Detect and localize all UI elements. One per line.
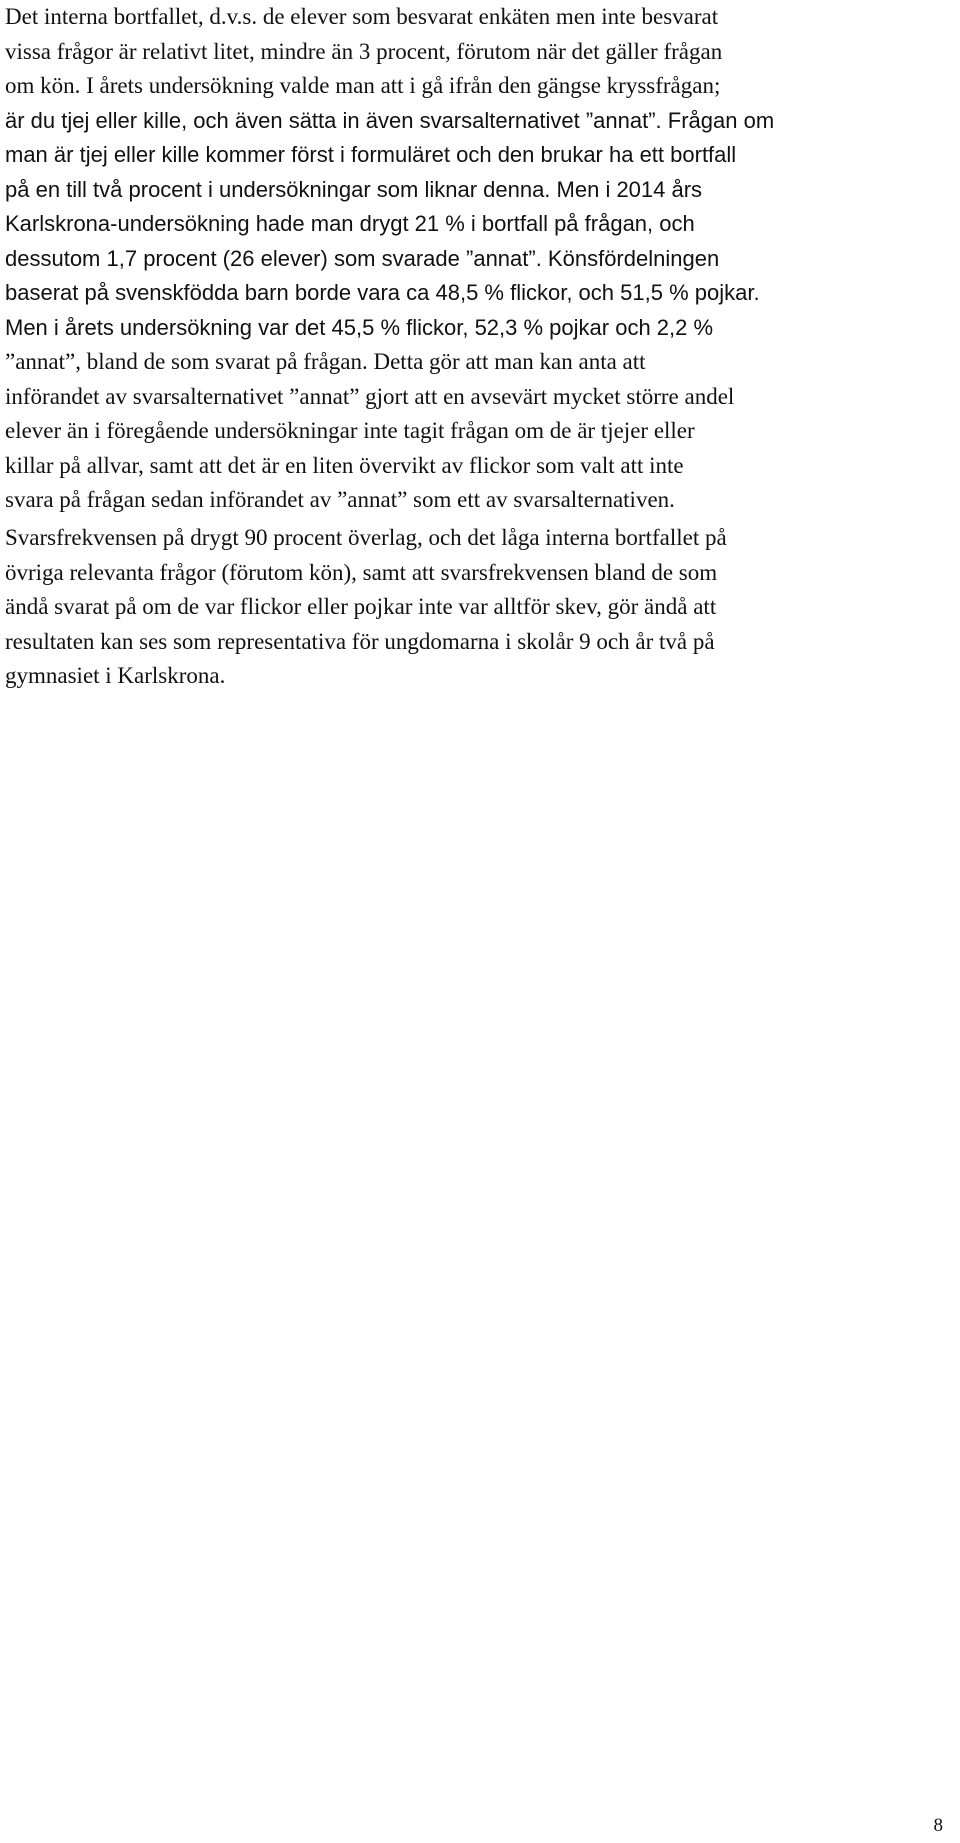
text-line: Karlskrona-undersökning hade man drygt 21 % i bortfall på frågan, och — [5, 211, 695, 236]
text-line: ändå svarat på om de var flickor eller pojkar inte var alltför skev, gör ändå att — [5, 594, 717, 619]
text-line: om kön. I årets undersökning valde man att i gå ifrån den gängse kryssfrågan; — [5, 73, 721, 98]
text-line: är du tjej eller kille, och även sätta in även svarsalternativet ”annat”. Frågan om — [5, 107, 775, 133]
text-line: Svarsfrekvensen på drygt 90 procent överlag, och det låga interna bortfallet på — [5, 525, 727, 550]
text-line: vissa frågor är relativt litet, mindre än 3 procent, förutom när det gäller frågan — [5, 38, 723, 64]
text-line: ”annat”, bland de som svarat på frågan. Detta gör att man kan anta att — [5, 349, 646, 374]
text-line: man är tjej eller kille kommer först i formuläret och den brukar ha ett bortfall — [5, 142, 737, 167]
text-line: Det interna bortfallet, d.v.s. de elever som besvarat enkäten men inte besvarat — [5, 4, 719, 29]
text-line: resultaten kan ses som representativa för ungdomarna i skolår 9 och år två på — [5, 628, 715, 654]
text-line: elever än i föregående undersökningar inte tagit frågan om de är tjejer eller — [5, 418, 695, 443]
text-line: dessutom 1,7 procent (26 elever) som svarade ”annat”. Könsfördelningen — [5, 245, 720, 271]
text-line: införandet av svarsalternativet ”annat” gjort att en avsevärt mycket större andel — [5, 383, 735, 409]
text-line: svara på frågan sedan införandet av ”annat” som ett av svarsalternativen. — [5, 487, 675, 512]
text-line: baserat på svenskfödda barn borde vara ca 48,5 % flickor, och 51,5 % pojkar. — [5, 280, 760, 305]
text-line: på en till två procent i undersökningar som liknar denna. Men i 2014 års — [5, 176, 703, 202]
paragraph-response-rate — [5, 521, 955, 694]
text-line: killar på allvar, samt att det är en liten övervikt av flickor som valt att inte — [5, 452, 684, 478]
text-line: gymnasiet i Karlskrona. — [5, 663, 226, 688]
text-line: övriga relevanta frågor (förutom kön), samt att svarsfrekvensen bland de som — [5, 559, 718, 585]
paragraph-internal-dropout — [5, 0, 955, 518]
page-number: 8 — [933, 1815, 943, 1836]
text-line: Men i årets undersökning var det 45,5 % flickor, 52,3 % pojkar och 2,2 % — [5, 314, 714, 340]
